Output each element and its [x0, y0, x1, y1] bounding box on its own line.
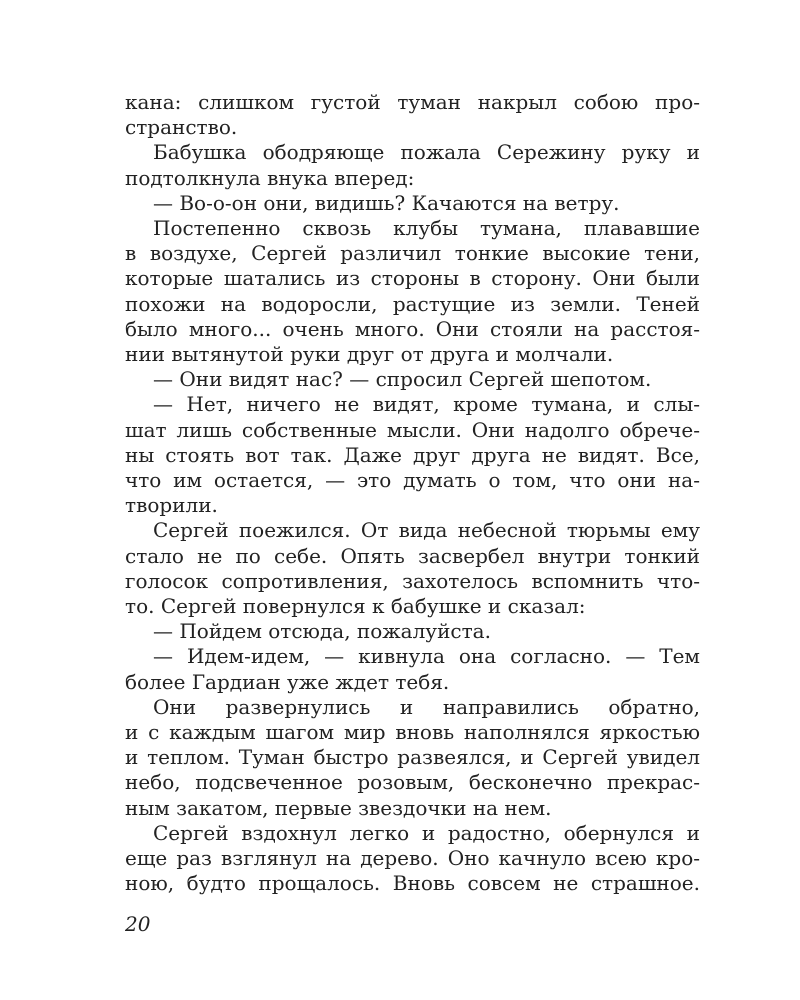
text-line: Они развернулись и направились обратно,: [153, 694, 700, 719]
text-line: и с каждым шагом мир вновь наполнялся яркостью: [125, 720, 700, 745]
text-line: — Во-о-он они, видишь? Качаются на ветру.: [153, 190, 620, 215]
text-line: похожи на водоросли, растущие из земли. Теней: [125, 291, 700, 316]
text-line: — Идем-идем, — кивнула она согласно. — Тем: [153, 644, 700, 669]
text-line: то. Сергей повернулся к бабушке и сказал:: [125, 594, 586, 619]
text-line: в воздухе, Сергей различил тонкие высокие тени,: [125, 241, 700, 266]
text-line: стало не по себе. Опять засвербел внутри тонкий: [125, 543, 700, 568]
text-line: ны стоять вот так. Даже друг друга не видят. Все,: [125, 442, 700, 467]
text-line: нии вытянутой руки друг от друга и молчали.: [125, 342, 614, 367]
text-line: ною, будто прощалось. Вновь совсем не страшное.: [125, 871, 700, 896]
text-line: Сергей поежился. От вида небесной тюрьмы ему: [153, 518, 700, 543]
page-number: 20: [125, 912, 151, 936]
text-line: которые шатались из стороны в сторону. Они были: [125, 266, 700, 291]
text-line: голосок сопротивления, захотелось вспомнить что-: [125, 568, 700, 593]
text-line: подтолкнула внука вперед:: [125, 165, 415, 190]
text-line: Сергей вздохнул легко и радостно, обернулся и: [153, 820, 700, 845]
text-line: шат лишь собственные мысли. Они надолго обрече-: [125, 417, 700, 442]
text-line: более Гардиан уже ждет тебя.: [125, 669, 450, 694]
text-line: Бабушка ободряюще пожала Сережину руку и: [153, 140, 700, 165]
text-line: небо, подсвеченное розовым, бесконечно прекрас-: [125, 770, 700, 795]
text-line: — Пойдем отсюда, пожалуйста.: [153, 619, 491, 644]
text-line: творили.: [125, 493, 218, 518]
text-line: Постепенно сквозь клубы тумана, плававшие: [153, 216, 700, 241]
text-line: и теплом. Туман быстро развеялся, и Сергей увидел: [125, 745, 700, 770]
text-line: ным закатом, первые звездочки на нем.: [125, 795, 552, 820]
text-line: еще раз взглянул на дерево. Оно качнуло всею кро-: [125, 846, 700, 871]
text-line: кана: слишком густой туман накрыл собою про-: [125, 90, 700, 114]
text-line: странство.: [125, 115, 238, 140]
text-line: — Нет, ничего не видят, кроме тумана, и слы-: [153, 392, 700, 417]
page-body: [125, 90, 700, 897]
text-line: было много... очень много. Они стояли на расстоя-: [125, 316, 700, 341]
text-line: — Они видят нас? — спросил Сергей шепотом.: [153, 367, 652, 392]
text-line: что им остается, — это думать о том, что они на-: [125, 468, 700, 493]
